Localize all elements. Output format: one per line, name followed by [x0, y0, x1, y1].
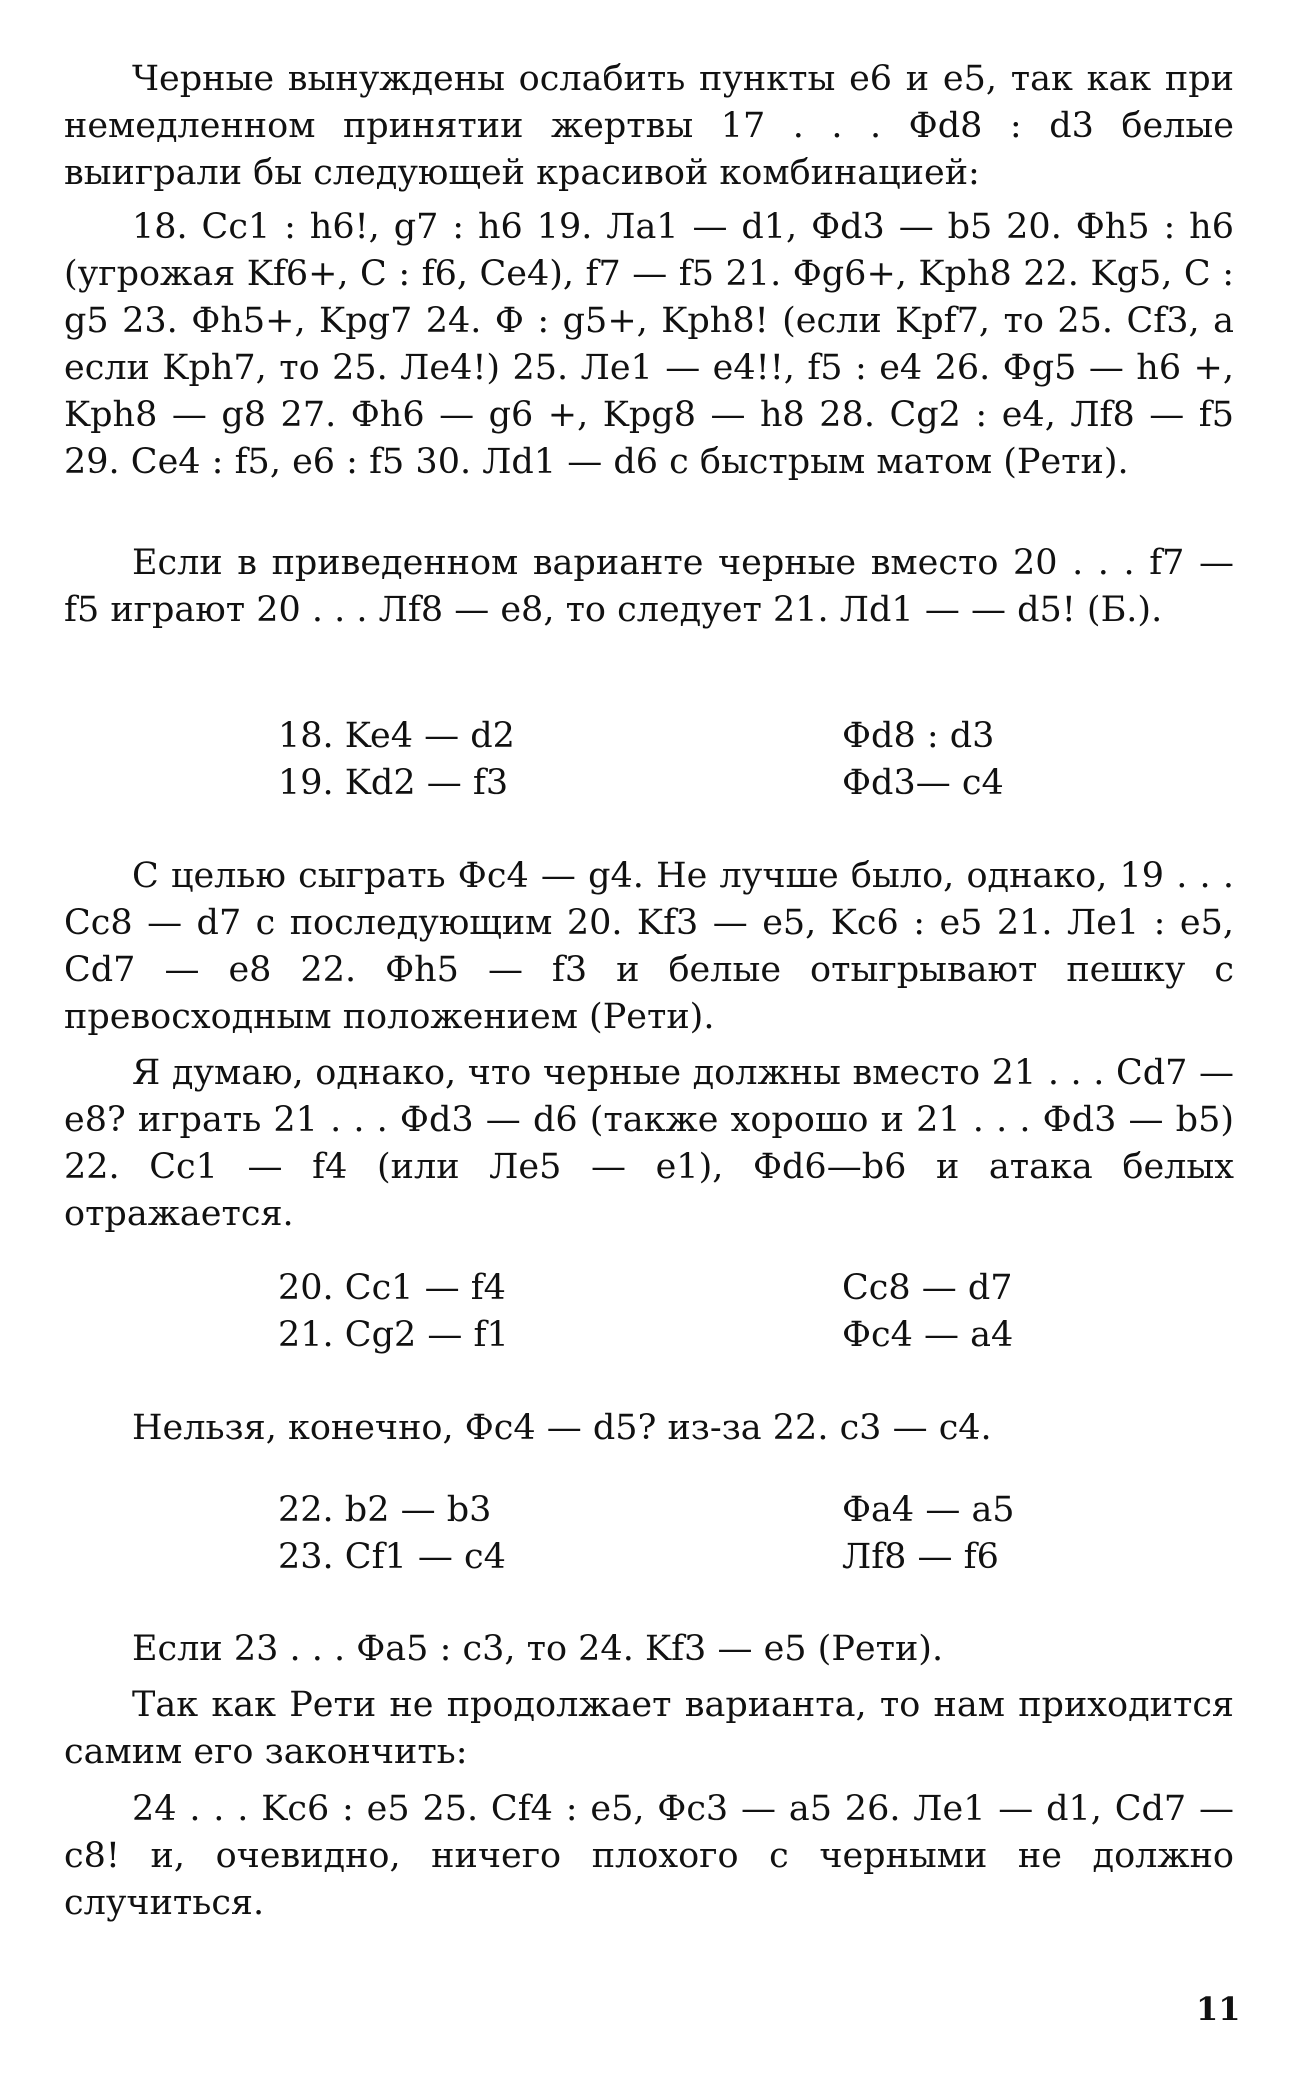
move-block [0, 1265, 1307, 1359]
black-move: Фd3— c4 [842, 763, 1004, 803]
white-move: 23. Cf1 — c4 [278, 1537, 506, 1577]
move-block [0, 713, 1307, 807]
paragraph: Если 23 . . . Фa5 : c3, то 24. Kf3 — e5 (Рети). [132, 1629, 944, 1669]
move-row [0, 1534, 1307, 1581]
move-block [0, 1487, 1307, 1581]
move-row [0, 1265, 1307, 1312]
black-move: Cc8 — d7 [842, 1268, 1013, 1308]
white-move: 21. Cg2 — f1 [278, 1315, 509, 1355]
paragraph: Я думаю, однако, что черные должны вместо 21 . . . Cd7 — e8? играть 21 . . . Фd3 — d6 (также хорошо и 21 . . . Фd3 — b5) 22. Cc1 — f4 (или Лe5 — e1), Фd6—b6 и атака белых отражается. [64, 1053, 1234, 1234]
paragraph: 24 . . . Kc6 : e5 25. Cf4 : e5, Фc3 — a5 26. Лe1 — d1, Cd7 — c8! и, очевидно, ничего плохого с черными не должно случиться. [64, 1789, 1234, 1923]
paragraph: Нельзя, конечно, Фc4 — d5? из-за 22. c3 — c4. [132, 1408, 992, 1448]
white-move: 20. Cc1 — f4 [278, 1268, 506, 1308]
move-row [0, 1312, 1307, 1359]
move-row [0, 1487, 1307, 1534]
black-move: Лf8 — f6 [842, 1537, 999, 1577]
white-move: 22. b2 — b3 [278, 1490, 492, 1530]
white-move: 19. Kd2 — f3 [278, 763, 509, 803]
paragraph: Так как Рети не продолжает варианта, то нам приходится самим его закончить: [64, 1685, 1234, 1772]
move-row [0, 713, 1307, 760]
move-row [0, 760, 1307, 807]
black-move: Фc4 — a4 [842, 1315, 1014, 1355]
black-move: Фa4 — a5 [842, 1490, 1015, 1530]
paragraph: С целью сыграть Фc4 — g4. Не лучше было, однако, 19 . . . Cc8 — d7 с последующим 20. Kf3 — e5, Kc6 : e5 21. Лe1 : e5, Cd7 — e8 22. Фh5 — f3 и белые отыгрывают пешку с превосходным положением (Рети). [64, 856, 1234, 1037]
paragraph: 18. Cc1 : h6!, g7 : h6 19. Лa1 — d1, Фd3 — b5 20. Фh5 : h6 (угрожая Kf6+, C : f6, Ce4), f7 — f5 21. Фg6+, Kph8 22. Kg5, C : g5 23. Фh5+, Kpg7 24. Ф : g5+, Kph8! (если Kpf7, то 25. Cf3, а если Kph7, то 25. Лe4!) 25. Лe1 — e4!!, f5 : e4 26. Фg5 — h6 +, Kph8 — g8 27. Фh6 — g6 +, Kpg8 — h8 28. Cg2 : e4, Лf8 — f5 29. Ce4 : f5, e6 : f5 30. Лd1 — d6 с быстрым матом (Рети). [64, 207, 1234, 482]
white-move: 18. Ke4 — d2 [278, 716, 515, 756]
paragraph: Если в приведенном варианте черные вместо 20 . . . f7 — f5 играют 20 . . . Лf8 — e8, то следует 21. Лd1 — — d5! (Б.). [64, 543, 1234, 630]
black-move: Фd8 : d3 [842, 716, 995, 756]
page-number: 11 [1196, 1990, 1241, 2028]
paragraph: Черные вынуждены ослабить пункты е6 и е5, так как при немедленном принятии жертвы 17 . . . Фd8 : d3 белые выиграли бы следующей красивой комбинацией: [64, 59, 1234, 193]
